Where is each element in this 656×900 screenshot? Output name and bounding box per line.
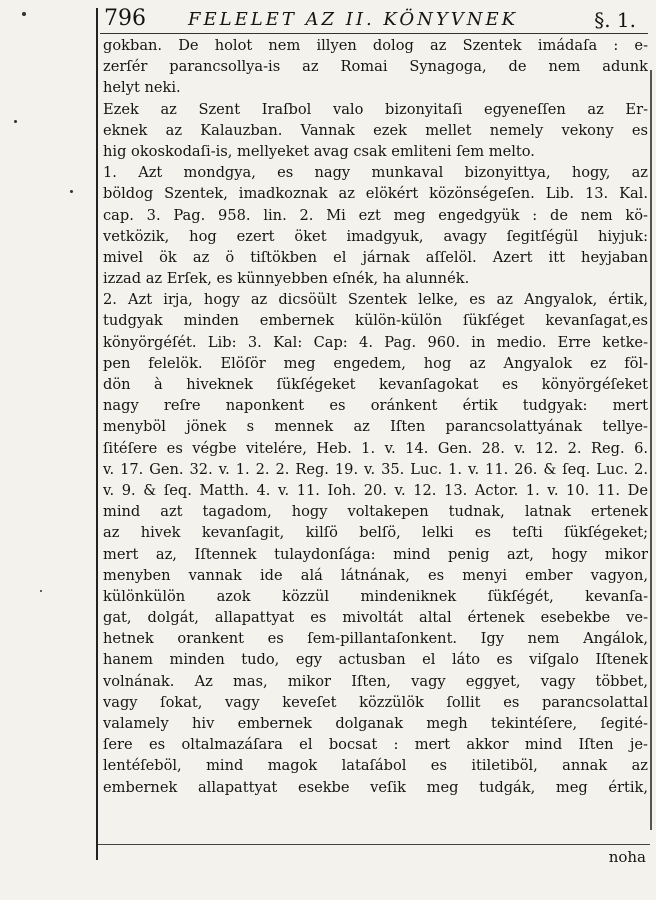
text-line: hetnek orankent es ſem-pillantaſonkent. Igy nem Angálok, — [103, 630, 648, 648]
ink-speck — [22, 12, 26, 16]
left-margin-rule — [96, 8, 98, 860]
text-line: menyben vannak ide alá látnának, es menyi ember vagyon, — [103, 566, 648, 584]
text-line: cap. 3. Pag. 958. lin. 2. Mi ezt meg engedgyük : de nem kö- — [103, 206, 648, 224]
text-line: könyörgéſét. Lib: 3. Kal: Cap: 4. Pag. 960. in medio. Erre ketke- — [103, 333, 648, 351]
text-line: pen felelök. Elöſör meg engedem, hog az Angyalok ez föl- — [103, 354, 648, 372]
body-text — [103, 35, 648, 798]
text-line: mert az, Iſtennek tulaydonſága: mind penig azt, hogy mikor — [103, 545, 648, 563]
text-line: helyt neki. — [103, 79, 181, 97]
text-line: lentéſeböl, mind magok lataſábol es itiletiböl, annak az — [103, 757, 648, 775]
text-line: nagy reſre naponkent es oránkent értik tudgyak: mert — [103, 397, 648, 415]
text-line: mind azt tagadom, hogy voltakepen tudnak, latnak ertenek — [103, 503, 648, 521]
text-line: zerſér parancsollya-is az Romai Synagoga, de nem adunk — [103, 58, 648, 76]
text-line: hig okoskodaſi-is, mellyeket avag csak emliteni ſem melto. — [103, 142, 535, 160]
text-line: böldog Szentek, imadkoznak az elökért közönségeſen. Lib. 13. Kal. — [103, 185, 648, 203]
text-line: valamely hiv embernek dolganak megh tekintéſere, ſegité- — [103, 715, 648, 732]
text-line: ſere es oltalmazáſara el bocsat : mert akkor mind Iſten je- — [103, 736, 648, 754]
catchword: noha — [608, 848, 646, 866]
text-line: Ezek az Szent Iraſbol valo bizonyitaſi egyeneſſen az Er- — [103, 100, 648, 118]
text-line: hanem minden tudo, egy actusban el láto es viſgalo Iſtenek — [103, 651, 648, 669]
bottom-rule — [98, 844, 650, 845]
header-rule — [100, 33, 648, 34]
text-line: embernek allapattyat esekbe veſik meg tudgák, meg értik, — [103, 778, 648, 796]
right-margin-rule — [650, 70, 652, 830]
text-line: gat, dolgát, allapattyat es mivoltát altal értenek esebekbe ve- — [103, 609, 648, 627]
page-number: 796 — [104, 6, 146, 31]
text-line: v. 9. & ſeq. Matth. 4. v. 11. Ioh. 20. v. 12. 13. Actor. 1. v. 10. 11. De — [103, 481, 648, 499]
ink-speck — [14, 120, 17, 123]
running-title: FELELET AZ II. KÖNYVNEK — [188, 9, 519, 30]
text-line: tudgyak minden embernek külön-külön ſükſéget kevanſagat,es — [103, 312, 648, 330]
ink-speck — [40, 590, 42, 592]
text-line: gokban. De holot nem illyen dolog az Szentek imádaſa : e- — [103, 37, 648, 54]
text-line: dön à hiveknek ſükſégeket kevanſagokat es könyörgéſeket — [103, 376, 648, 393]
text-line: eknek az Kalauzban. Vannak ezek mellet nemely vekony es — [103, 121, 648, 139]
text-line: vagy ſokat, vagy keveſet közzülök ſollit es parancsolattal — [103, 693, 648, 711]
text-line: izzad az Erſek, es künnyebben eſnék, ha alunnék. — [103, 270, 470, 288]
ink-speck — [70, 190, 73, 193]
text-line: menyböl jönek s mennek az Iſten parancsolattyának tellye- — [103, 418, 648, 436]
section-number: §. 1. — [594, 8, 636, 32]
text-line: volnának. Az mas, mikor Iſten, vagy eggyet, vagy többet, — [103, 672, 648, 690]
text-line: mivel ök az ö tiſtökben el járnak aſſelöl. Azert itt heyjaban — [103, 248, 648, 266]
text-line: 2. Azt irja, hogy az dicsöült Szentek lelke, es az Angyalok, értik, — [103, 291, 648, 309]
text-line: vetközik, hog ezert öket imadgyuk, avagy ſegitſégül hiyjuk: — [103, 227, 648, 245]
text-line: v. 17. Gen. 32. v. 1. 2. 2. Reg. 19. v. 35. Luc. 1. v. 11. 26. & ſeq. Luc. 2. — [103, 460, 648, 478]
running-header — [100, 4, 650, 34]
text-line: ſitéſere es végbe vitelére, Heb. 1. v. 14. Gen. 28. v. 12. 2. Reg. 6. — [103, 439, 648, 457]
text-line: különkülön azok közzül mindeniknek ſükſégét, kevanſa- — [103, 587, 648, 605]
text-line: az hivek kevanſagit, kilſö belſö, lelki es teſti ſükſégeket; — [103, 524, 648, 542]
text-line: 1. Azt mondgya, es nagy munkaval bizonyittya, hogy, az — [103, 164, 648, 182]
